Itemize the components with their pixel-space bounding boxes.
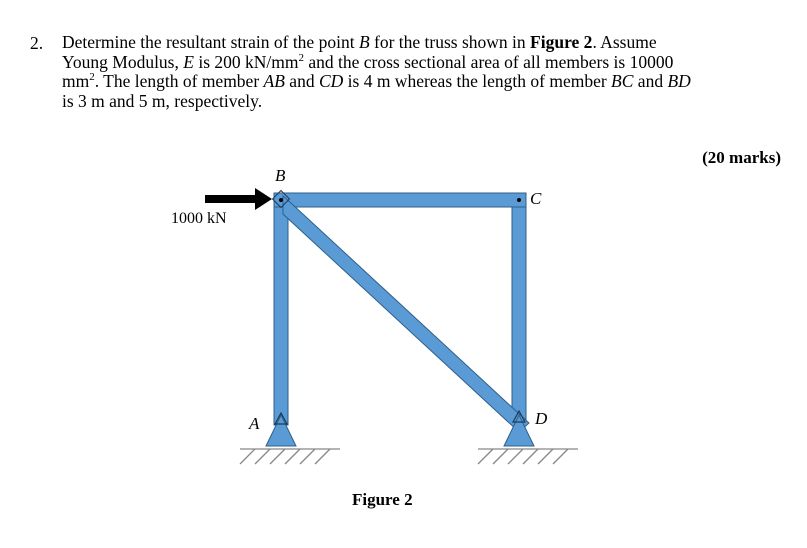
truss-members [274,193,529,432]
pin-support-a [266,415,296,446]
joint-b-dot [279,198,283,202]
ground-hatch-left [240,449,340,464]
node-label-d: D [535,409,548,428]
ground-hatch-right [478,449,578,464]
member-bc [274,193,526,207]
load-label: 1000 kN [171,210,227,227]
member-cd [512,195,526,425]
node-label-b: B [275,166,286,185]
question-line-3: $mm^2$. The length of member AB and CD is 4 m whereas the length of member BC and BD [62,71,691,91]
member-ab [274,195,288,425]
marks-label: (20 marks) [702,148,781,167]
question-line-4: is 3 m and 5 m, respectively. [62,90,263,111]
question-line-2: Young Modulus, E is 200 $kN/mm^2$ and the cross sectional area of all members is 10000 [62,51,674,72]
node-label-a: A [249,414,260,433]
member-bd [283,196,529,432]
node-label-c: C [530,189,542,208]
question-number: 2. [30,33,44,53]
joint-c-dot [517,198,521,202]
load-arrow [205,188,272,210]
figure-caption: Figure 2 [352,490,413,509]
question-line-1: Determine the resultant strain of the point B for the truss shown in Figure 2. Assume [62,32,657,52]
